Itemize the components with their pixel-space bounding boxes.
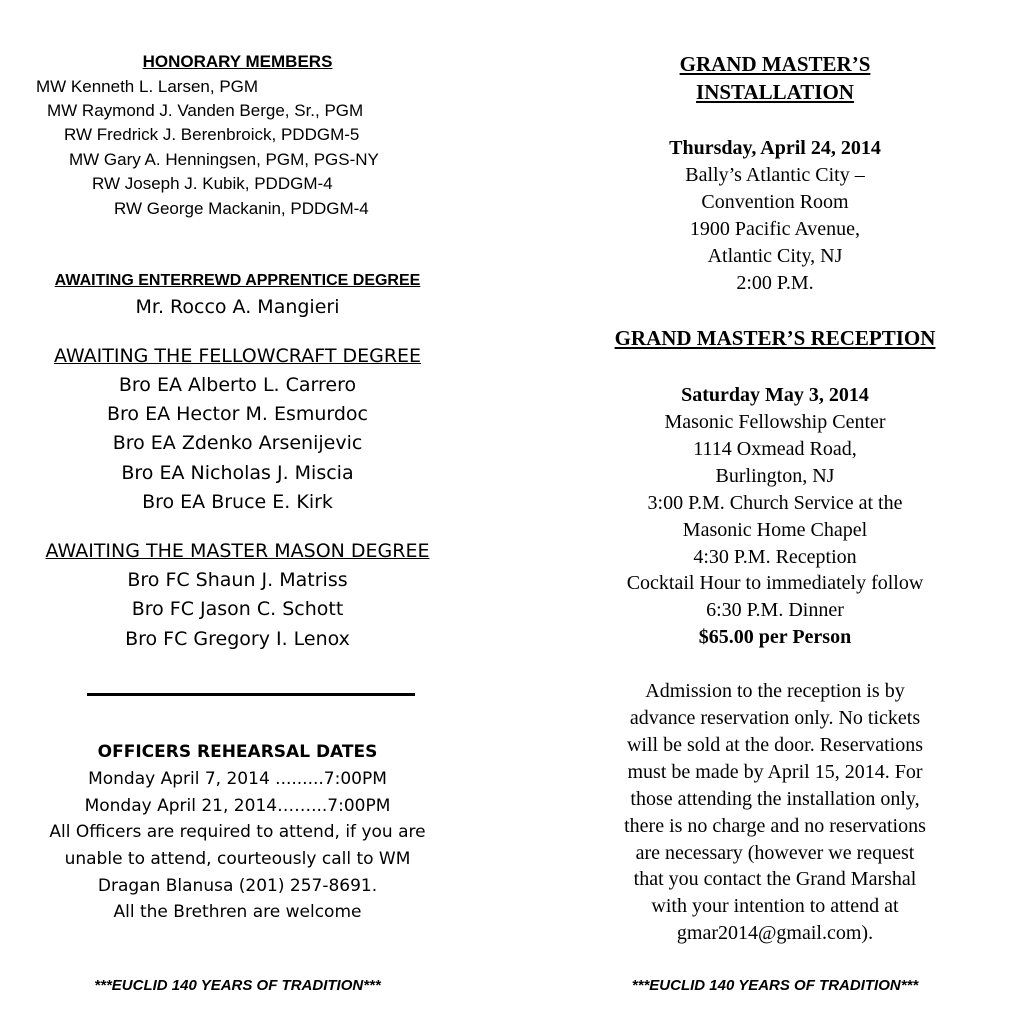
rehearsal-line: Dragan Blanusa (201) 257-8691.	[97, 876, 378, 896]
reception-title: GRAND MASTER’S RECEPTION	[614, 326, 936, 350]
awaiting-master-mason-title: AWAITING THE MASTER MASON DEGREE	[45, 540, 430, 562]
awaiting-fellowcraft-title: AWAITING THE FELLOWCRAFT DEGREE	[53, 345, 422, 367]
reception-line: 1114 Oxmead Road,	[693, 438, 857, 460]
candidate-name: Bro EA Zdenko Arsenijevic	[112, 432, 363, 454]
price-per-person: $65.00 per Person	[698, 626, 852, 648]
section-divider	[87, 693, 415, 696]
admission-line: are necessary (however we request	[635, 842, 915, 864]
honorary-member: RW Fredrick J. Berenbroick, PDDGM-5	[64, 125, 360, 144]
left-footer: ***EUCLID 140 YEARS OF TRADITION***	[94, 977, 381, 994]
awaiting-ea-title: AWAITING ENTERREWD APPRENTICE DEGREE	[54, 272, 421, 289]
admission-line: with your intention to attend at	[651, 895, 899, 917]
admission-line: will be sold at the door. Reservations	[626, 734, 924, 756]
officers-rehearsal-title: OFFICERS REHEARSAL DATES	[97, 742, 378, 762]
installation-date: Thursday, April 24, 2014	[669, 137, 881, 159]
reception-line: 6:30 P.M. Dinner	[706, 599, 844, 621]
candidate-name: Bro EA Hector M. Esmurdoc	[106, 403, 369, 425]
rehearsal-line: Monday April 21, 2014……...7:00PM	[84, 796, 391, 816]
honorary-members-title: HONORARY MEMBERS	[142, 52, 333, 71]
rehearsal-line: All Officers are required to attend, if you are	[49, 822, 426, 842]
honorary-member: MW Gary A. Henningsen, PGM, PGS-NY	[69, 150, 379, 169]
installation-title-line-2: INSTALLATION	[696, 80, 854, 104]
candidate-name: Bro EA Alberto L. Carrero	[118, 374, 357, 396]
honorary-member: MW Kenneth L. Larsen, PGM	[36, 77, 259, 96]
candidate-name: Bro FC Shaun J. Matriss	[127, 569, 348, 591]
admission-line: Admission to the reception is by	[645, 680, 905, 702]
reception-line: Masonic Fellowship Center	[664, 411, 886, 433]
candidate-name: Bro EA Bruce E. Kirk	[142, 491, 333, 513]
honorary-member: RW George Mackanin, PDDGM-4	[114, 199, 369, 218]
reception-date: Saturday May 3, 2014	[681, 384, 869, 406]
reception-line: Masonic Home Chapel	[682, 519, 868, 541]
admission-line: that you contact the Grand Marshal	[633, 868, 917, 890]
candidate-name: Bro FC Jason C. Schott	[131, 598, 344, 620]
installation-line: Convention Room	[701, 191, 849, 213]
admission-line: gmar2014@gmail.com).	[676, 922, 874, 944]
right-footer: ***EUCLID 140 YEARS OF TRADITION***	[631, 977, 919, 994]
installation-line: Atlantic City, NJ	[707, 245, 843, 267]
installation-title-line-1: GRAND MASTER’S	[679, 52, 871, 76]
admission-line: there is no charge and no reservations	[624, 815, 926, 837]
candidate-name: Mr. Rocco A. Mangieri	[135, 296, 340, 318]
installation-line: 2:00 P.M.	[736, 272, 814, 294]
installation-line: 1900 Pacific Avenue,	[689, 218, 861, 240]
candidate-name: Bro EA Nicholas J. Miscia	[121, 462, 354, 484]
rehearsal-line: All the Brethren are welcome	[113, 902, 362, 922]
admission-line: those attending the installation only,	[630, 788, 920, 810]
reception-line: 4:30 P.M. Reception	[693, 546, 857, 568]
installation-line: Bally’s Atlantic City –	[685, 164, 865, 186]
honorary-member: MW Raymond J. Vanden Berge, Sr., PGM	[47, 101, 364, 120]
rehearsal-line: Monday April 7, 2014 .........7:00PM	[88, 769, 387, 789]
rehearsal-line: unable to attend, courteously call to WM	[64, 849, 411, 869]
candidate-name: Bro FC Gregory I. Lenox	[125, 628, 350, 650]
admission-line: must be made by April 15, 2014. For	[627, 761, 923, 783]
reception-line: Burlington, NJ	[715, 465, 835, 487]
reception-line: 3:00 P.M. Church Service at the	[647, 492, 903, 514]
reception-line: Cocktail Hour to immediately follow	[626, 572, 924, 594]
honorary-member: RW Joseph J. Kubik, PDDGM-4	[92, 174, 333, 193]
admission-line: advance reservation only. No tickets	[629, 707, 921, 729]
